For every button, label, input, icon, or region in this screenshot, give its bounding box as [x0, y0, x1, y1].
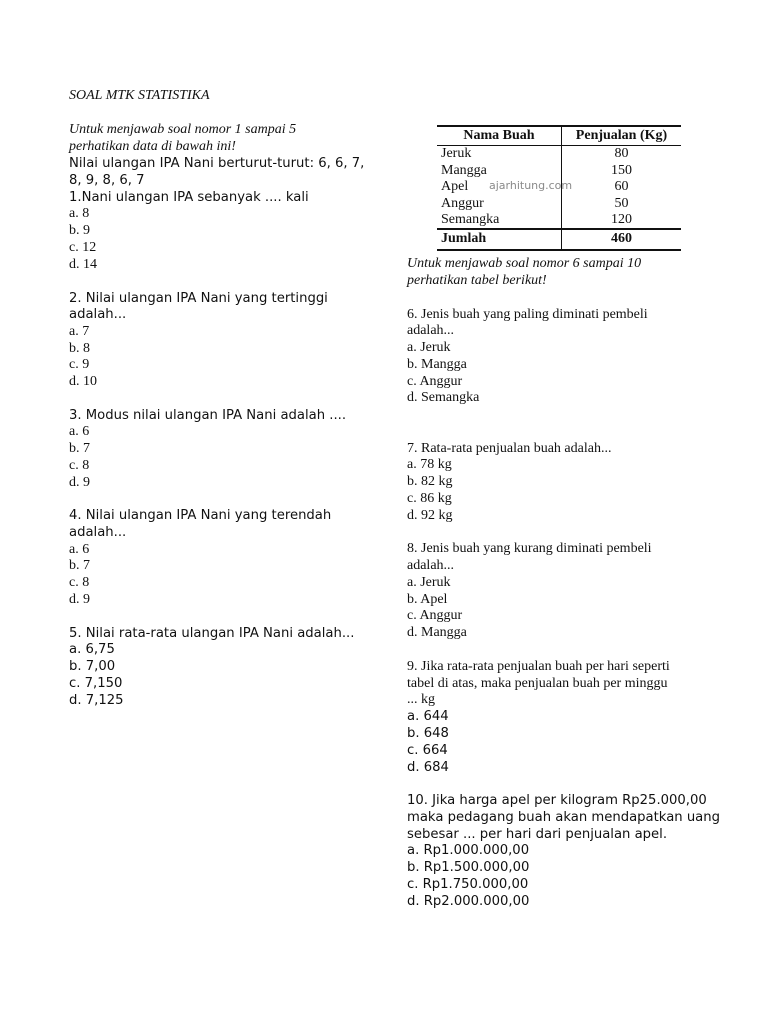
left-intro-line-2: perhatikan data di bawah ini! [69, 139, 236, 154]
question-2-text-2: adalah... [69, 307, 127, 322]
question-5-text: 5. Nilai rata-rata ulangan IPA Nani adalah... [69, 626, 355, 641]
table-cell-sales: 60 [614, 179, 629, 195]
table-row [437, 212, 681, 229]
question-10-option-d: d. Rp2.000.000,00 [407, 894, 530, 909]
question-8-option-b: b. Apel [407, 592, 448, 607]
question-3-option-b: b. 7 [69, 441, 90, 456]
question-7-option-b: b. 82 kg [407, 474, 453, 489]
question-10-option-b: b. Rp1.500.000,00 [407, 860, 530, 875]
question-9-option-b: b. 648 [407, 726, 449, 741]
question-6-option-d: d. Semangka [407, 390, 480, 405]
question-8-option-c: c. Anggur [407, 608, 463, 623]
question-1-option-a: a. 8 [69, 206, 90, 221]
question-6-option-c: c. Anggur [407, 374, 463, 389]
table-cell-fruit: Apel [437, 179, 562, 195]
question-10-text-3: sebesar ... per hari dari penjualan apel. [407, 827, 668, 842]
question-9-text-3: ... kg [407, 692, 435, 707]
table-row [437, 146, 681, 163]
table-cell-sales: 150 [611, 162, 632, 178]
table-row [437, 196, 681, 212]
question-2-option-b: b. 8 [69, 341, 90, 356]
question-7-option-a: a. 78 kg [407, 457, 452, 472]
table-total-row [437, 229, 681, 249]
question-9-option-d: d. 684 [407, 760, 449, 775]
question-2-option-d: d. 10 [69, 374, 97, 389]
question-5-option-b: b. 7,00 [69, 659, 116, 674]
question-3-option-c: c. 8 [69, 458, 90, 473]
question-6-option-a: a. Jeruk [407, 340, 451, 355]
question-4-option-d: d. 9 [69, 592, 90, 607]
question-4-option-a: a. 6 [69, 542, 90, 557]
table-cell-fruit: Mangga [437, 163, 562, 179]
question-4-option-c: c. 8 [69, 575, 90, 590]
question-8-option-d: d. Mangga [407, 625, 467, 640]
question-8-option-a: a. Jeruk [407, 575, 451, 590]
table-cell-sales: 80 [614, 146, 629, 162]
question-1-option-b: b. 9 [69, 223, 90, 238]
question-9-option-c: c. 664 [407, 743, 448, 758]
question-10-option-a: a. Rp1.000.000,00 [407, 843, 530, 858]
question-9-option-a: a. 644 [407, 709, 449, 724]
question-6-text-1: 6. Jenis buah yang paling diminati pembeli [407, 307, 648, 322]
question-4-option-b: b. 7 [69, 558, 90, 573]
question-3-text: 3. Modus nilai ulangan IPA Nani adalah .... [69, 408, 347, 423]
question-2-option-a: a. 7 [69, 324, 90, 339]
question-6-text-2: adalah... [407, 323, 455, 338]
question-10-option-c: c. Rp1.750.000,00 [407, 877, 529, 892]
question-8-text-2: adalah... [407, 558, 455, 573]
question-10-text-2: maka pedagang buah akan mendapatkan uang [407, 810, 720, 825]
question-7-option-c: c. 86 kg [407, 491, 452, 506]
column-header-fruit: Nama Buah [437, 126, 562, 146]
watermark-text: ajarhitung.com [489, 179, 573, 192]
question-2-option-c: c. 9 [69, 357, 90, 372]
question-1-option-c: c. 12 [69, 240, 97, 255]
table-cell-fruit: Anggur [437, 196, 562, 212]
right-intro-line-2: perhatikan tabel berikut! [407, 273, 547, 288]
table-header-row [437, 126, 681, 146]
table-cell-sales: 50 [614, 195, 629, 211]
question-9-text-1: 9. Jika rata-rata penjualan buah per hari seperti [407, 659, 670, 674]
question-4-text-1: 4. Nilai ulangan IPA Nani yang terendah [69, 508, 332, 523]
right-intro-line-1: Untuk menjawab soal nomor 6 sampai 10 [407, 256, 642, 271]
question-9-text-2: tabel di atas, maka penjualan buah per minggu [407, 676, 668, 691]
question-3-option-a: a. 6 [69, 424, 90, 439]
left-intro-line-1: Untuk menjawab soal nomor 1 sampai 5 [69, 122, 297, 137]
question-2-text-1: 2. Nilai ulangan IPA Nani yang tertinggi [69, 291, 328, 306]
table-total-label: Jumlah [437, 229, 562, 249]
question-5-option-d: d. 7,125 [69, 693, 124, 708]
table-total-value: 460 [562, 229, 682, 249]
table-cell-fruit: Semangka [437, 212, 562, 229]
document-title: SOAL MTK STATISTIKA [69, 88, 210, 103]
data-line-1: Nilai ulangan IPA Nani berturut-turut: 6, 6, 7, [69, 156, 365, 171]
question-1-text: 1.Nani ulangan IPA sebanyak .... kali [69, 190, 309, 205]
table-row [437, 163, 681, 179]
question-1-option-d: d. 14 [69, 257, 97, 272]
question-8-text-1: 8. Jenis buah yang kurang diminati pembeli [407, 541, 652, 556]
column-header-sales: Penjualan (Kg) [562, 126, 682, 146]
table-cell-fruit: Jeruk [437, 146, 562, 163]
table-cell-sales: 120 [611, 212, 632, 228]
question-4-text-2: adalah... [69, 525, 127, 540]
question-5-option-c: c. 7,150 [69, 676, 123, 691]
question-7-text: 7. Rata-rata penjualan buah adalah... [407, 441, 612, 456]
question-10-text-1: 10. Jika harga apel per kilogram Rp25.000,00 [407, 793, 707, 808]
data-line-2: 8, 9, 8, 6, 7 [69, 173, 145, 188]
question-6-option-b: b. Mangga [407, 357, 467, 372]
question-5-option-a: a. 6,75 [69, 642, 115, 657]
question-3-option-d: d. 9 [69, 475, 90, 490]
question-7-option-d: d. 92 kg [407, 508, 453, 523]
